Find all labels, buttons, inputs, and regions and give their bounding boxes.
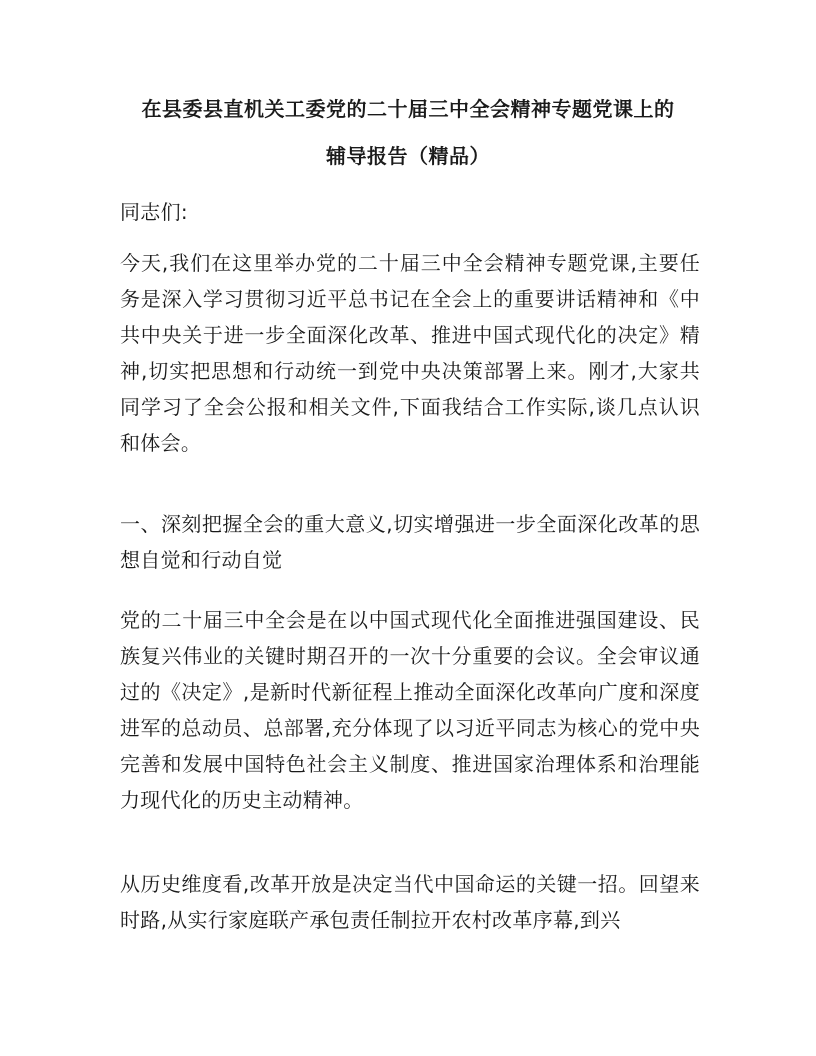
paragraph-intro: 今天,我们在这里举办党的二十届三中全会精神专题党课,主要任务是深入学习贯彻习近平总书记在全会上的重要讲话精神和《中共中央关于进一步全面深化改革、推进中国式现代化的决定》精神,切实把思想和行动统一到党中央决策部署上来。刚才,大家共同学习了全会公报和相关文件,下面我结合工作实际,谈几点认识和体会。: [120, 251, 700, 455]
document-title-line-1: 在县委县直机关工委党的二十届三中全会精神专题党课上的: [141, 97, 675, 121]
paragraph-significance: 党的二十届三中全会是在以中国式现代化全面推进强国建设、民族复兴伟业的关键时期召开的一次十分重要的会议。全会审议通过的《决定》,是新时代新征程上推动全面深化改革向广度和深度进军的总动员、总部署,充分体现了以习近平同志为核心的党中央完善和发展中国特色社会主义制度、推进国家治理体系和治理能力现代化的历史主动精神。: [120, 608, 700, 812]
document-title-line-2: 辅导报告（精品）: [326, 144, 490, 168]
salutation: 同志们:: [120, 200, 188, 224]
paragraph-history: 从历史维度看,改革开放是决定当代中国命运的关键一招。回望来时路,从实行家庭联产承包责任制拉开农村改革序幕,到兴: [120, 872, 700, 932]
section-heading-1: 一、深刻把握全会的重大意义,切实增强进一步全面深化改革的思想自觉和行动自觉: [120, 512, 700, 572]
